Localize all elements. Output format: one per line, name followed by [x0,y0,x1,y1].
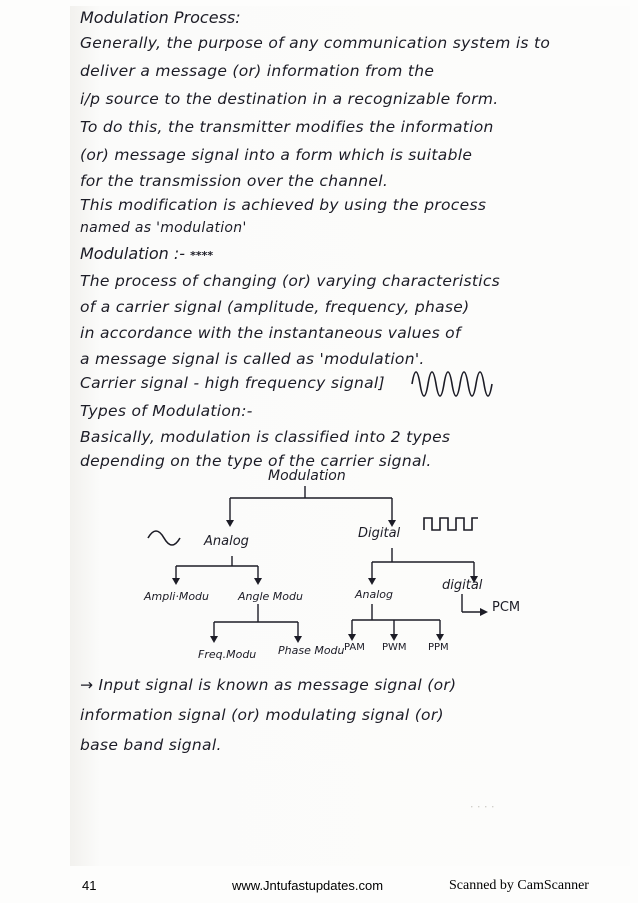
tree-node-ampli-modu: Ampli·Modu [144,590,210,603]
definition-line: of a carrier signal (amplitude, frequency, phase) [80,298,470,316]
intro-line: for the transmission over the channel. [80,172,389,190]
intro-line: This modification is achieved by using the process [80,196,487,214]
arrow-icon: → [80,676,99,694]
digital-wave-icon [424,518,478,530]
intro-line: Generally, the purpose of any communication system is to [80,34,551,52]
closing-line: information signal (or) modulating signal (or) [80,706,444,724]
types-line: depending on the type of the carrier signal. [80,452,432,470]
intro-line: i/p source to the destination in a recognizable form. [80,90,499,108]
tree-node-pcm: PCM [492,600,521,615]
tree-node-digital-sub: digital [442,578,483,593]
heading-modulation-text: Modulation :- [80,244,186,263]
intro-line: To do this, the transmitter modifies the information [80,118,494,136]
types-heading: Types of Modulation:- [80,402,253,420]
closing-line [80,676,456,694]
intro-line: (or) message signal into a form which is suitable [80,146,473,164]
heading-modulation-process: Modulation Process: [80,8,241,27]
footer-scanner-credit: Scanned by CamScanner [449,878,589,893]
tree-node-modulation: Modulation [268,468,346,484]
closing-line-text: Input signal is known as message signal (or) [98,676,457,694]
tree-node-digital: Digital [358,526,401,541]
tree-node-angle-modu: Angle Modu [238,590,303,603]
definition-line: The process of changing (or) varying characteristics [80,272,501,290]
tree-node-pwm: PWM [382,642,407,653]
intro-line: named as 'modulation' [80,220,247,236]
tree-node-analog: Analog [204,534,249,549]
footer-website: www.Jntufastupdates.com [232,878,384,893]
heading-stars: **** [190,249,214,262]
analog-wave-icon [148,531,180,545]
page-number: 41 [82,878,97,893]
definition-line: in accordance with the instantaneous values of [80,324,461,342]
definition-line: a message signal is called as 'modulation'. [80,350,425,368]
closing-line: base band signal. [80,736,222,754]
tree-node-analog-sub: Analog [355,588,394,601]
types-line: Basically, modulation is classified into 2 types [80,428,451,446]
definition-line: Carrier signal - high frequency signal] [80,374,385,392]
tree-node-freq-modu: Freq.Modu [198,648,257,661]
tree-node-ppm: PPM [428,642,449,653]
tree-node-pam: PAM [344,642,365,653]
intro-line: deliver a message (or) information from the [80,62,435,80]
show-through-decoration: · · · · [470,800,495,813]
tree-node-phase-modu: Phase Modu [278,644,345,657]
